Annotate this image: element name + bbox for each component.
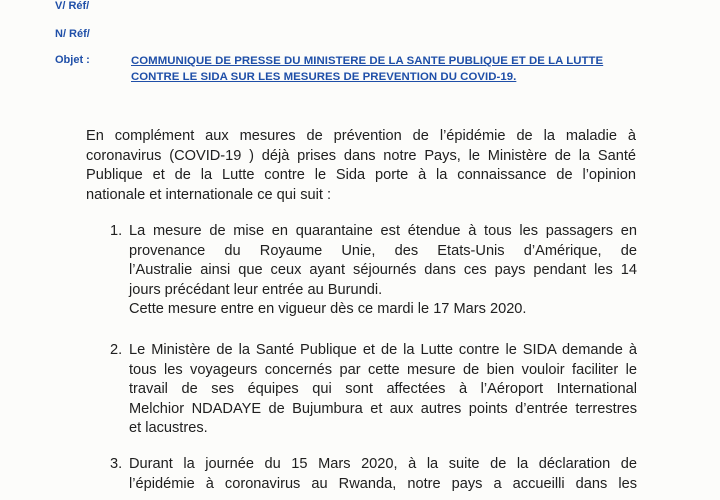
intro-line: En complément aux mesures de prévention de l’épidémie de la maladie à [86,128,636,144]
item-line: l’Australie ainsi que ceux ayant séjournés dans ces pays pendant les 14 [129,262,637,278]
subject-line: CONTRE LE SIDA SUR LES MESURES DE PREVENTION DU COVID-19. [131,71,517,83]
list-number: 1. [110,223,123,239]
item-line: provenance du Royaume Unie, des Etats-Unis d’Amérique, de [129,242,637,259]
item-line: Melchior NDADAYE de Bujumbura et aux autres points d’entrée terrestres [129,400,637,417]
intro-line: Publique et de la Lutte contre le Sida porte à la connaissance de l’opinion [86,167,636,183]
press-release-subject [131,53,651,85]
intro-line: nationale et internationale ce qui suit : [86,186,332,203]
subject-line: COMMUNIQUE DE PRESSE DU MINISTERE DE LA SANTE PUBLIQUE ET DE LA LUTTE [131,55,604,67]
item-line: Cette mesure entre en vigueur dès ce mardi le 17 Mars 2020. [129,301,527,317]
item-line: Le Ministère de la Santé Publique et de la Lutte contre le SIDA demande à [129,342,637,358]
item-line: La mesure de mise en quarantaine est étendue à tous les passagers en [129,223,637,239]
item-line: Durant la journée du 15 Mars 2020, à la suite de la déclaration de [129,456,637,472]
n-ref-label: N/ Réf/ [55,28,90,40]
item-line: et lacustres. [129,420,208,436]
objet-label: Objet : [55,54,90,66]
item-line: jours précédant leur entrée au Burundi. [129,281,383,298]
list-number: 2. [110,342,123,358]
list-number: 3. [110,456,123,472]
item-line: travail de ses équipes qui sont affectées à l’Aéroport International [129,381,637,397]
intro-line: coronavirus (COVID-19 ) déjà prises dans notre Pays, le Ministère de la Santé [86,147,636,164]
intro-paragraph [86,127,636,205]
v-ref-label: V/ Réf/ [55,0,90,12]
item-line: l’épidémie à coronavirus au Rwanda, notre pays a accueilli dans les [129,475,637,492]
item-line: tous les voyageurs concernés par cette mesure de bien vouloir faciliter le [129,361,637,378]
